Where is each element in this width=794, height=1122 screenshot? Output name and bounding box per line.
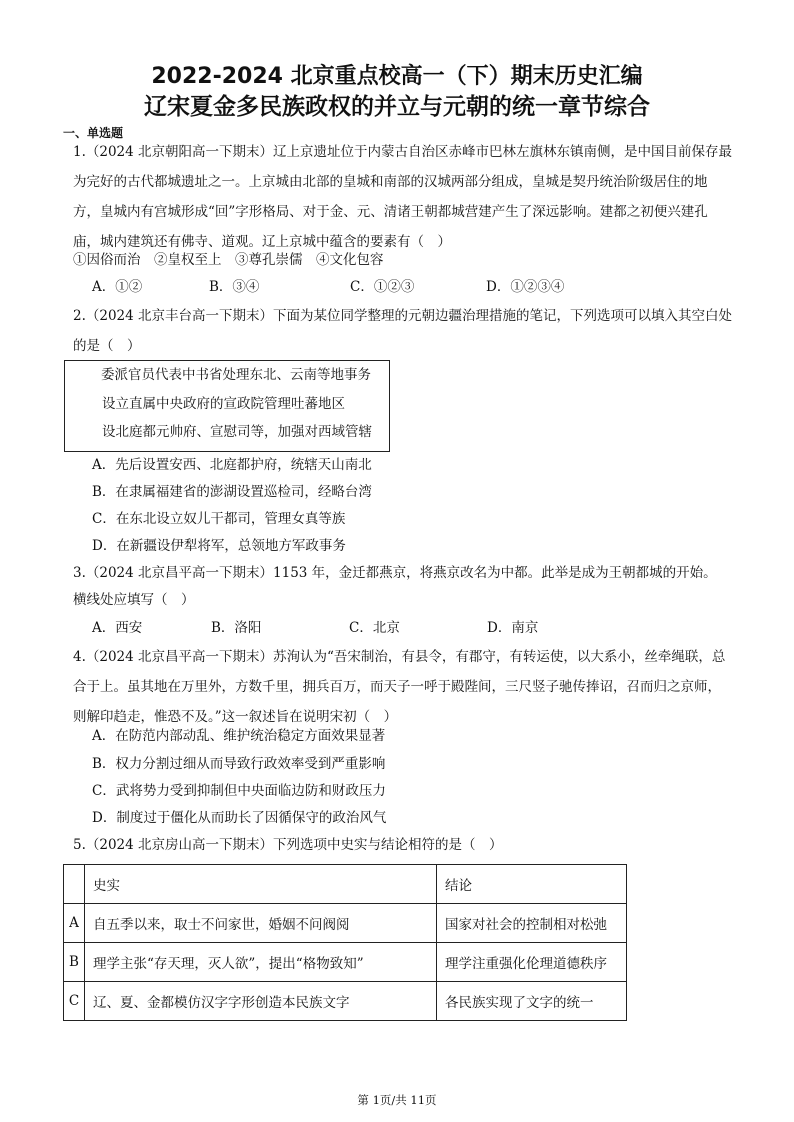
section-heading: 一、单选题 <box>63 126 124 140</box>
table-cell: 理学主张“存天理，灭人欲”，提出“格物致知” <box>85 943 437 982</box>
table-header-cell <box>64 865 85 904</box>
q2-option-c: C．在东北设立奴儿干都司，管理女真等族 <box>92 511 346 527</box>
q1-option-a: A．①② <box>92 279 143 295</box>
q3-option-d: D．南京 <box>487 620 539 636</box>
q1-option-d: D．①②③④ <box>486 279 565 295</box>
q2-notes-box <box>64 360 390 452</box>
q3-stem-line2: 横线处应填写（ ） <box>73 592 195 608</box>
q5-stem: 5.（2024 北京房山高一下期末）下列选项中史实与结论相符的是（ ） <box>73 837 503 853</box>
table-cell: C <box>64 982 85 1021</box>
q2-note-line: 设北庭都元帅府、宣慰司等，加强对西域管辖 <box>102 424 372 440</box>
q1-option-b: B．③④ <box>209 279 260 295</box>
table-row <box>64 982 627 1021</box>
q4-option-d: D．制度过于僵化从而助长了因循保守的政治风气 <box>92 810 387 826</box>
q4-option-a: A．在防范内部动乱、维护统治稳定方面效果显著 <box>92 728 386 744</box>
q2-option-a: A．先后设置安西、北庭都护府，统辖天山南北 <box>92 457 372 473</box>
q4-option-c: C．武将势力受到抑制但中央面临边防和财政压力 <box>92 783 386 799</box>
doc-title-line2: 辽宋夏金多民族政权的并立与元朝的统一章节综合 <box>144 94 650 120</box>
table-cell: 各民族实现了文字的统一 <box>437 982 627 1021</box>
q3-option-c: C．北京 <box>349 620 400 636</box>
table-cell: 理学注重强化伦理道德秩序 <box>437 943 627 982</box>
table-cell: 自五季以来，取士不问家世，婚姻不问阀阅 <box>85 904 437 943</box>
table-header-row <box>64 865 627 904</box>
q2-option-b: B．在隶属福建省的澎湖设置巡检司，经略台湾 <box>92 484 372 500</box>
page-footer: 第 1页/共 11页 <box>357 1093 437 1107</box>
q2-stem: 2.（2024 北京丰台高一下期末）下面为某位同学整理的元朝边疆治理措施的笔记，下列选项可以填入其空白处的是（ ） <box>73 308 733 354</box>
table-header-cell: 史实 <box>85 865 437 904</box>
table-cell: A <box>64 904 85 943</box>
q3-stem-line1: 3.（2024 北京昌平高一下期末）1153 年，金迁都燕京，将燕京改名为中都。此举是成为王朝都城的开始。 <box>73 565 717 581</box>
q2-note-line: 设立直属中央政府的宣政院管理吐蕃地区 <box>102 396 345 412</box>
table-header-cell: 结论 <box>437 865 627 904</box>
q3-option-a: A．西安 <box>92 620 143 636</box>
table-cell: B <box>64 943 85 982</box>
q2-option-d: D．在新疆设伊犁将军，总领地方军政事务 <box>92 538 346 554</box>
table-cell: 辽、夏、金都模仿汉字字形创造本民族文字 <box>85 982 437 1021</box>
q4-option-b: B．权力分割过细从而导致行政效率受到严重影响 <box>92 756 386 772</box>
q3-option-b: B．洛阳 <box>211 620 262 636</box>
table-cell: 国家对社会的控制相对松弛 <box>437 904 627 943</box>
q5-table <box>63 864 627 1021</box>
table-row <box>64 943 627 982</box>
q1-option-c: C．①②③ <box>350 279 415 295</box>
q1-items: ①因俗而治 ②皇权至上 ③尊孔崇儒 ④文化包容 <box>73 252 384 268</box>
doc-title-line1: 2022-2024 北京重点校高一（下）期末历史汇编 <box>151 64 643 89</box>
q2-note-line: 委派官员代表中书省处理东北、云南等地事务 <box>101 367 371 383</box>
table-row <box>64 904 627 943</box>
q4-stem: 4.（2024 北京昌平高一下期末）苏洵认为“吾宋制治，有县令，有郡守，有转运使，以大系小，丝牵绳联，总合于上。虽其地在万里外，方数千里，拥兵百万，而天子一呼于殿陛间，三尺竖子驰传捧诏，召而归之京师，则解印趋走，惟恐不及。”这一叙述旨在说明宋初（ ） <box>73 649 726 725</box>
q1-stem: 1.（2024 北京朝阳高一下期末）辽上京遗址位于内蒙古自治区赤峰市巴林左旗林东镇南侧，是中国目前保存最为完好的古代都城遗址之一。上京城由北部的皇城和南部的汉城两部分组成，皇城是契丹统治阶级居住的地方，皇城内有宫城形成“回”字形格局、对于金、元、清诸王朝都城营建产生了深远影响。建都之初便兴建孔庙，城内建筑还有佛寺、道观。辽上京城中蕴含的要素有（ ） <box>73 144 733 250</box>
